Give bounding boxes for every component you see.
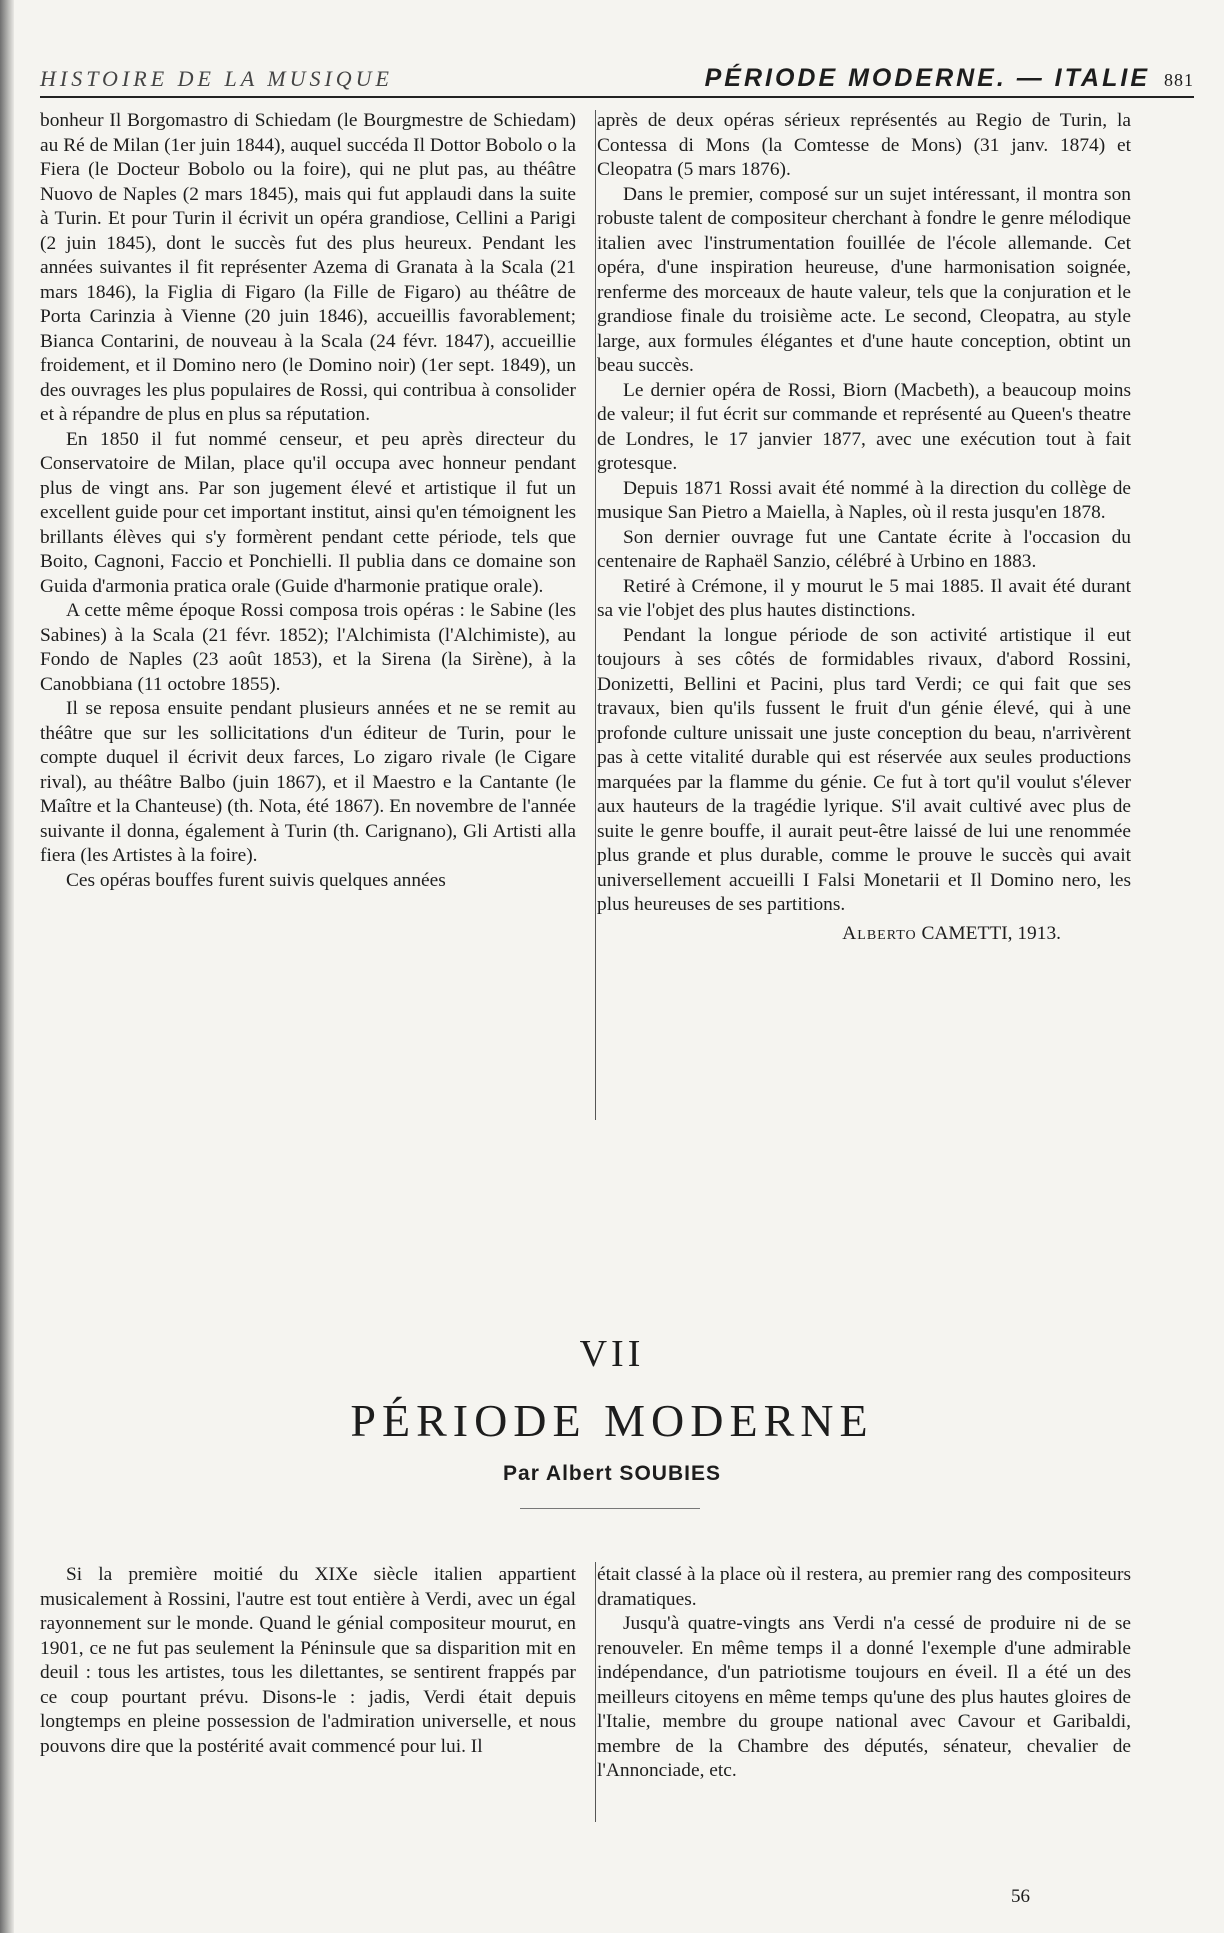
paragraph: Si la première moitié du XIXe siècle italien appartient musicalement à Rossini, l'autre est tout entière à Verdi, avec un égal rayonnement sur le monde. Quand le génial compositeur mourut, en 1901, ce ne fut pas seulement la Péninsule que sa disparition mit en deuil : tous les artistes, tous les dilettantes, se sentirent frappés par ce coup pourtant prévu. Disons-le : jadis, Verdi était depuis longtemps en pleine possession de l'admiration universelle, et nous pouvons dire que la postérité avait commencé pour lui. Il: [40, 1564, 576, 1757]
section-author: Par Albert SOUBIES: [503, 1462, 721, 1485]
section-number: VII: [579, 1333, 645, 1375]
page-number: 56: [1011, 1886, 1030, 1907]
paragraph: Pendant la longue période de son activité artistique il eut toujours à ses côtés de formidables rivaux, d'abord Rossini, Donizetti, Bellini et Pacini, plus tard Verdi; ce qui fait que ses travaux, bien qu'ils fussent le fruit d'un génie élevé, qui à une profonde culture unissait une juste conception du beau, n'arrivèrent pas à cette vitalité durable qui est réservée aux seules productions marquées par la flamme du génie. Ce fut à tort qu'il voulut s'élever aux hauteurs de la tragédie lyrique. S'il avait cultivé avec plus de suite le genre bouffe, il aurait peut-être laissé de lui une renommée plus grande et plus durable, comme le prouve le succès qui avait universellement accueilli I Falsi Monetarii et Il Domino nero, les plus heureuses de ses partitions.: [597, 624, 1131, 915]
running-header-page: 881: [1164, 70, 1194, 90]
running-header-section: PÉRIODE MODERNE. — ITALIE: [704, 64, 1150, 92]
paragraph: après de deux opéras sérieux représentés au Regio de Turin, la Contessa di Mons (la Comtesse de Mons) (31 janv. 1874) et Cleopatra (5 mars 1876).: [597, 110, 1131, 180]
signature-surname: CAMETTI, 1913.: [921, 922, 1061, 944]
running-header-left: HISTOIRE DE LA MUSIQUE: [40, 66, 393, 91]
column-divider-bottom: [595, 1562, 596, 1822]
paragraph: Son dernier ouvrage fut une Cantate écrite à l'occasion du centenaire de Raphaël Sanzio, célébré à Urbino en 1883.: [597, 526, 1131, 572]
running-header-right: [705, 64, 1194, 93]
paragraph: était classé à la place où il restera, au premier rang des compositeurs dramatiques.: [597, 1564, 1131, 1610]
top-left-column: [40, 109, 576, 893]
paragraph: Il se reposa ensuite pendant plusieurs années et ne se remit au théâtre que sur les sollicitations d'un éditeur de Turin, pour le compte duquel il écrivit deux farces, Lo zigaro rivale (le Cigare rival), au théâtre Balbo (juin 1867), et il Maestro e la Cantante (le Maître et la Chanteuse) (th. Nota, été 1867). En novembre de l'année suivante il donna, également à Turin (th. Carignano), Gli Artisti alla fiera (les Artistes à la foire).: [40, 698, 576, 866]
signature-first-name: Alberto: [842, 922, 917, 944]
column-divider-top: [595, 110, 596, 1120]
paragraph: Dans le premier, composé sur un sujet intéressant, il montra son robuste talent de compositeur cherchant à fondre le genre mélodique italien avec l'instrumentation fouillée de l'école allemande. Cet opéra, d'une inspiration heureuse, d'une harmonisation soignée, renferme des morceaux de haute valeur, tels que la conjuration et le grandiose finale du troisième acte. Le second, Cleopatra, au style large, aux formules élégantes et d'une haute conception, obtint un beau succès.: [597, 183, 1131, 376]
bottom-right-column: [597, 1563, 1131, 1784]
book-binding-edge: [0, 0, 14, 1933]
paragraph: Jusqu'à quatre-vingts ans Verdi n'a cessé de produire ni de se renouveler. En même temps il a donné l'exemple d'une admirable indépendance, d'un patriotisme toujours en éveil. Il a été un des meilleurs citoyens en même temps qu'une des plus hautes gloires de l'Italie, membre du groupe national avec Cavour et Garibaldi, membre de la Chambre des députés, sénateur, chevalier de l'Annonciade, etc.: [597, 1613, 1131, 1781]
bottom-left-column: [40, 1563, 576, 1759]
paragraph: Retiré à Crémone, il y mourut le 5 mai 1885. Il avait été durant sa vie l'objet des plus hautes distinctions.: [597, 575, 1131, 621]
top-right-column: [597, 109, 1131, 946]
paragraph: En 1850 il fut nommé censeur, et peu après directeur du Conservatoire de Milan, place qu'il occupa avec honneur pendant plus de vingt ans. Par son jugement élevé et artistique il fut un excellent guide pour cet important institut, ainsi qu'en témoignent les brillants élèves qui s'y formèrent pendant cette période, tels que Boito, Cagnoni, Faccio et Ponchielli. Il publia dans ce domaine son Guida d'armonia pratica orale (Guide d'harmonie pratique orale).: [40, 428, 576, 597]
paragraph: bonheur Il Borgomastro di Schiedam (le Bourgmestre de Schiedam) au Ré de Milan (1er juin 1844), auquel succéda Il Dottor Bobolo o la Fiera (le Docteur Bobolo ou la foire), qui ne plut pas, au théâtre Nuovo de Naples (2 mars 1845), mais qui fut applaudi dans la suite à Turin. Et pour Turin il écrivit un opéra grandiose, Cellini a Parigi (2 juin 1845), dont le succès fut des plus heureux. Pendant les années suivantes il fit représenter Azema di Granata à la Scala (21 mars 1846), la Figlia di Figaro (la Fille de Figaro) au théâtre de Porta Carinzia à Vienne (20 juin 1846), accueillis favorablement; Bianca Contarini, de nouveau à la Scala (24 févr. 1847), accueillie froidement, et il Domino nero (le Domino noir) (1er sept. 1849), un des ouvrages les plus populaires de Rossi, qui contribua à consolider et à répandre de plus en plus sa réputation.: [40, 110, 576, 425]
paragraph: Ces opéras bouffes furent suivis quelques années: [66, 869, 446, 891]
running-header: [40, 62, 1194, 98]
paragraph: Le dernier opéra de Rossi, Biorn (Macbeth), a beaucoup moins de valeur; il fut écrit sur commande et représenté au Queen's theatre de Londres, le 17 janvier 1877, avec une exécution tout à fait grotesque.: [597, 379, 1131, 474]
title-rule: [520, 1508, 700, 1509]
paragraph: Depuis 1871 Rossi avait été nommé à la direction du collège de musique San Pietro a Maiella, à Naples, où il resta jusqu'en 1878.: [597, 477, 1131, 523]
paragraph: A cette même époque Rossi composa trois opéras : le Sabine (les Sabines) à la Scala (21 févr. 1852); l'Alchimista (l'Alchimiste), au Fondo de Naples (23 août 1853), et la Sirena (la Sirène), à la Canobbiana (11 octobre 1855).: [40, 600, 576, 695]
author-signature: [597, 922, 1131, 947]
section-title: PÉRIODE MODERNE: [350, 1395, 874, 1446]
